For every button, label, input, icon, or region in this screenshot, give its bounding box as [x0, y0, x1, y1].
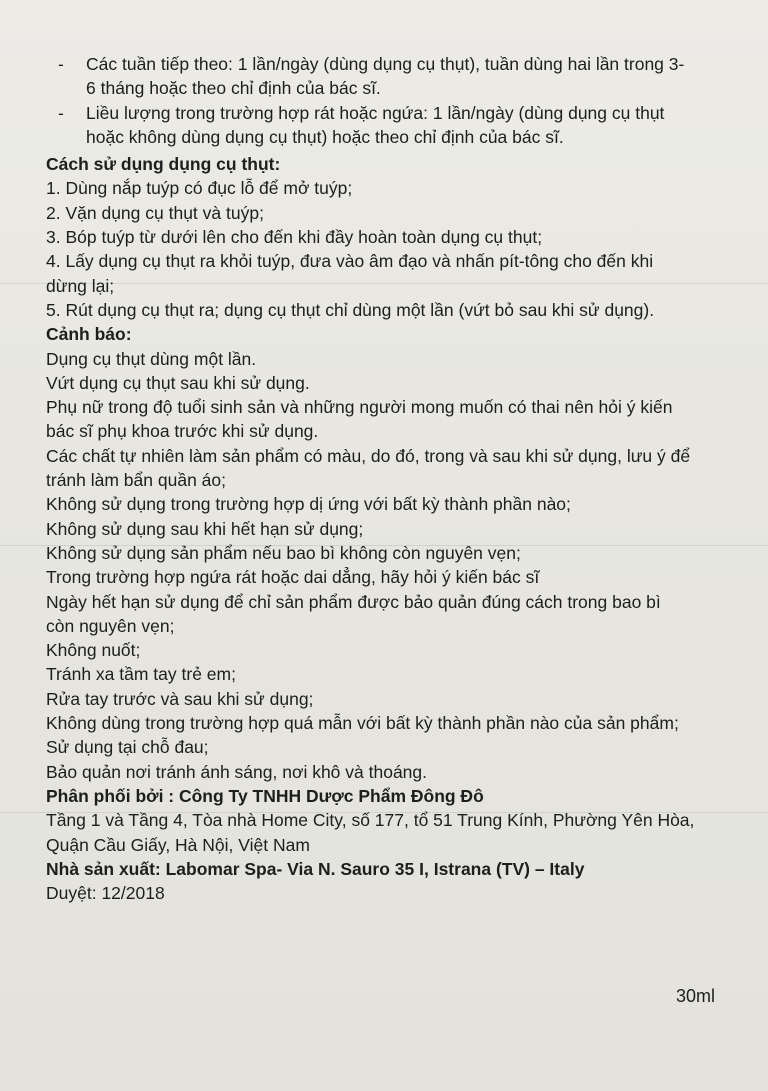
warning-line: Dụng cụ thụt dùng một lần. [46, 348, 257, 369]
volume-label: 30ml [676, 986, 716, 1006]
distributor-address: Tầng 1 và Tầng 4, Tòa nhà Home City, số 177, tổ 51 Trung Kính, Phường Yên Hòa, [46, 810, 695, 831]
warning-line: Vứt dụng cụ thụt sau khi sử dụng. [46, 372, 310, 393]
bullet-dash: - [58, 54, 64, 74]
warning-line: Ngày hết hạn sử dụng để chỉ sản phẩm được bảo quản đúng cách trong bao bì [46, 591, 661, 612]
leaflet-text [46, 52, 746, 905]
warning-line: Phụ nữ trong độ tuổi sinh sản và những người mong muốn có thai nên hỏi ý kiến [46, 397, 673, 418]
warning-line: Sử dụng tại chỗ đau; [46, 737, 209, 758]
warning-line: Bảo quản nơi tránh ánh sáng, nơi khô và thoáng. [46, 761, 428, 782]
dosage-line: 6 tháng hoặc theo chỉ định của bác sĩ. [86, 78, 381, 99]
usage-step: 2. Vặn dụng cụ thụt và tuýp; [46, 202, 264, 223]
dosage-line: Liều lượng trong trường hợp rát hoặc ngứa: 1 lần/ngày (dùng dụng cụ thụt [86, 102, 665, 123]
warning-line: Không sử dụng sản phẩm nếu bao bì không còn nguyên vẹn; [46, 542, 521, 563]
warning-line: còn nguyên vẹn; [46, 615, 175, 636]
distributor-label: Phân phối bởi : Công Ty TNHH Dược Phẩm Đông Đô [46, 785, 484, 806]
warning-line: Rửa tay trước và sau khi sử dụng; [46, 688, 314, 709]
warning-heading: Cảnh báo: [46, 324, 132, 345]
warning-line: Không sử dụng sau khi hết hạn sử dụng; [46, 518, 364, 539]
usage-step: 4. Lấy dụng cụ thụt ra khỏi tuýp, đưa vào âm đạo và nhấn pít-tông cho đến khi [46, 251, 654, 272]
warning-line: Không nuốt; [46, 640, 141, 661]
usage-step: 1. Dùng nắp tuýp có đục lỗ để mở tuýp; [46, 178, 353, 199]
bullet-dash: - [58, 102, 64, 123]
warning-line: Tránh xa tầm tay trẻ em; [46, 664, 236, 685]
warning-line: bác sĩ phụ khoa trước khi sử dụng. [46, 421, 319, 442]
usage-heading: Cách sử dụng dụng cụ thụt: [46, 154, 281, 175]
usage-step: 3. Bóp tuýp từ dưới lên cho đến khi đầy hoàn toàn dụng cụ thụt; [46, 227, 543, 248]
warning-line: Không sử dụng trong trường hợp dị ứng với bất kỳ thành phần nào; [46, 494, 571, 515]
dosage-line: hoặc không dùng dụng cụ thụt) hoặc theo chỉ định của bác sĩ. [86, 126, 564, 147]
usage-step: dừng lại; [46, 275, 115, 296]
dosage-line: Các tuần tiếp theo: 1 lần/ngày (dùng dụng cụ thụt), tuần dùng hai lần trong 3- [86, 54, 685, 74]
warning-line: Các chất tự nhiên làm sản phẩm có màu, do đó, trong và sau khi sử dụng, lưu ý để [46, 445, 691, 466]
warning-line: Không dùng trong trường hợp quá mẫn với bất kỳ thành phần nào của sản phẩm; [46, 713, 679, 734]
approval-date: Duyệt: 12/2018 [46, 883, 165, 904]
dosage-bullet [46, 101, 746, 150]
warning-line: tránh làm bẩn quần áo; [46, 470, 226, 491]
manufacturer-label: Nhà sản xuất: Labomar Spa- Via N. Sauro 35 I, Istrana (TV) – Italy [46, 858, 585, 879]
distributor-address: Quận Cầu Giấy, Hà Nội, Việt Nam [46, 834, 310, 855]
warning-line: Trong trường hợp ngứa rát hoặc dai dẳng, hãy hỏi ý kiến bác sĩ [46, 567, 540, 588]
dosage-bullet [46, 52, 746, 101]
usage-step: 5. Rút dụng cụ thụt ra; dụng cụ thụt chỉ dùng một lần (vứt bỏ sau khi sử dụng). [46, 299, 655, 320]
